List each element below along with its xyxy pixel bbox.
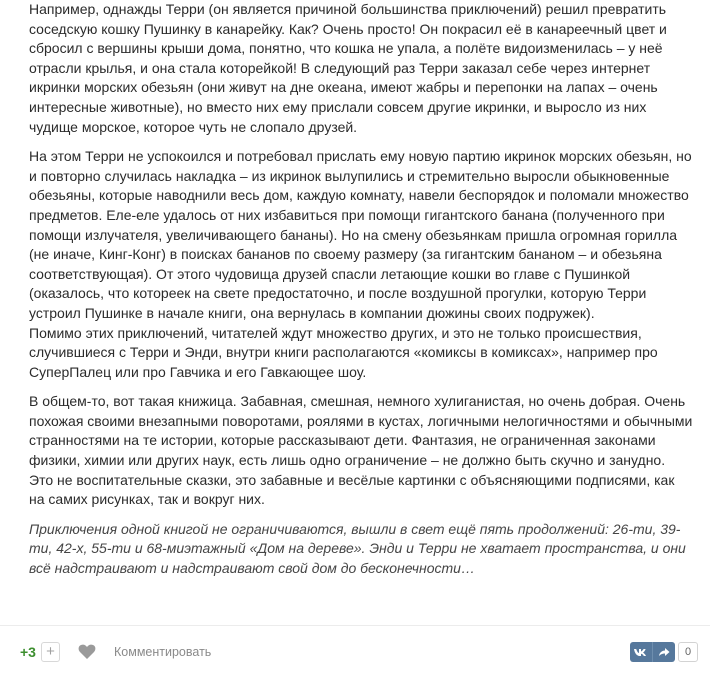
rating-value: +3 <box>20 644 36 660</box>
paragraph-2: На этом Терри не успокоился и потребовал прислать ему новую партию икринок морских обезьян, но и повторно случилась накладка – из икринок вылупились и стремительно выросли обыкновенные обезьяны, которые наводнили весь дом, каждую комнату, навели беспорядок и поломали множество предметов. Еле-еле удалось от них избавиться при помощи гигантского банана (полученного при помощи излучателя, увеличивающего бананы). Но на смену обезьянкам пришла огромная горилла (не иначе, Кинг-Конг) в поисках бананов по своему размеру (за гигантским бананом – и обезьяна соответствующая). От этого чудовища друзей спасли летающие кошки во главе с Пушинкой (оказалось, что котореек на свете предостаточно, и после воздушной прогулки, которую Терри устроил Пушинке в начале книги, она вернулась в компании дюжины своих подружек). <box>29 148 692 321</box>
vk-share-button[interactable] <box>630 642 652 662</box>
upvote-button[interactable]: + <box>41 642 60 662</box>
heart-icon[interactable] <box>78 643 96 660</box>
paragraph-1: Например, однажды Терри (он является причиной большинства приключений) решил превратить соседскую кошку Пушинку в канарейку. Как? Очень просто! Он покрасил её в канареечный цвет и сбросил с вершины крыши дома, понятно, что кошка не упала, а полёте видоизменилась – у неё отрасли крылья, и она стала которейкой! В следующий раз Терри заказал себе через интернет икринки морских обезьян (они живут на дне океана, имеют жабры и перепонки на лапах – очень интересные животные), но вместо них ему прислали совсем другие икринки, и выросло из них чудище морское, которое чуть не слопало друзей. <box>29 1 667 135</box>
share-button[interactable] <box>652 642 675 662</box>
paragraph-4: В общем-то, вот такая книжица. Забавная, смешная, немного хулиганистая, но очень добрая. Очень похожая своими внезапными поворотами, роялями в кустах, логичными нелогичностями и обычными странностями на те истории, которые рассказывают дети. Фантазия, не ограниченная законами физики, химии или других наук, есть лишь одно ограничение – не должно быть скучно и занудно. Это не воспитательные сказки, это забавные и весёлые картинки с объясняющими подписями, как на самих рисунках, так и вокруг них. <box>29 393 693 508</box>
vk-icon <box>630 649 652 666</box>
paragraph-5-italic: Приключения одной книгой не ограничиваются, вышли в свет ещё пять продолжений: 26-ти, 39-ти, 42-х, 55-ти и 68-миэтажный «Дом на дереве». Энди и Терри не хватает пространства, и они всё надстраивают и надстраивают свой дом до бесконечности… <box>29 520 686 577</box>
paragraph-3: Помимо этих приключений, читателей ждут множество других, и это не только происшествия, случившиеся с Терри и Энди, внутри книги располагаются «комиксы в комиксах», например про СуперПалец или про Гавчика и его Гавкающее шоу. <box>29 324 658 380</box>
share-arrow-icon <box>653 649 675 666</box>
post-body <box>29 0 693 589</box>
comment-link[interactable]: Комментировать <box>114 645 212 659</box>
share-count: 0 <box>678 642 698 662</box>
post-footer <box>0 625 710 675</box>
